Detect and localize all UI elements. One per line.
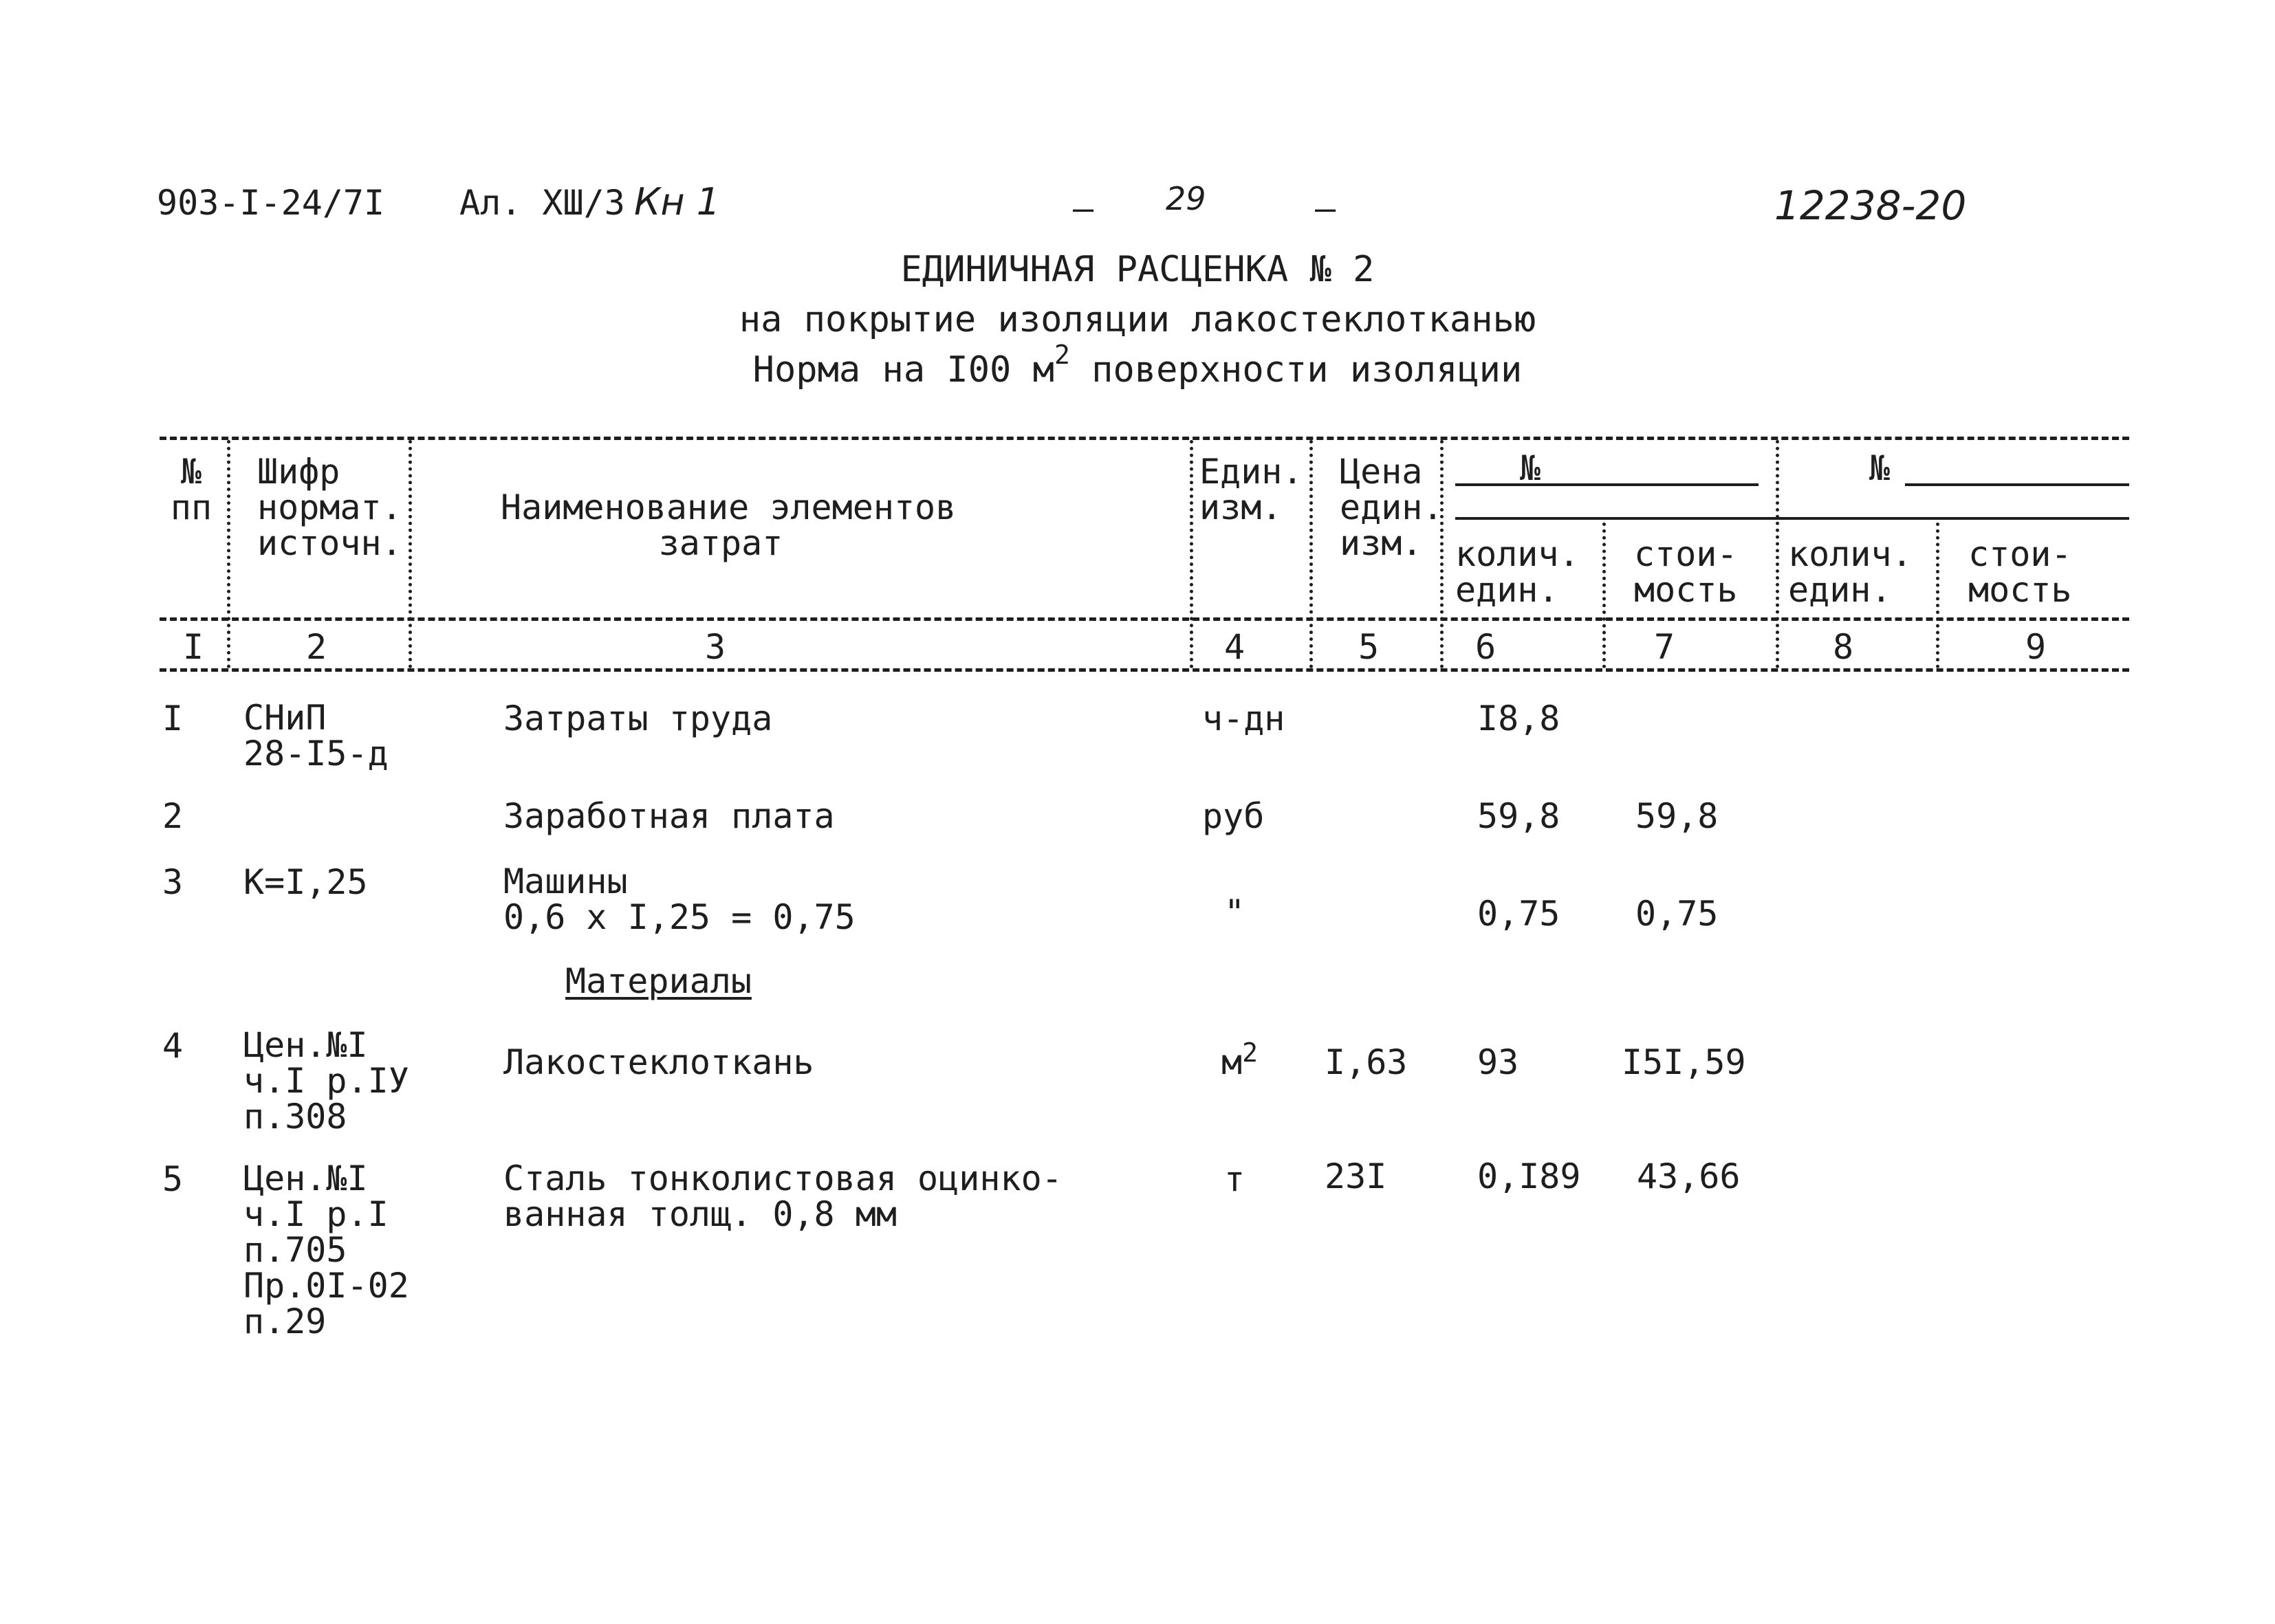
row-2-unit: руб xyxy=(1202,796,1265,836)
column-separator xyxy=(1602,523,1606,668)
album-number: Ал. ХШ/3 xyxy=(459,183,625,223)
row-4-number: 4 xyxy=(162,1026,184,1066)
row-4-code-line: Цен.№I xyxy=(243,1025,368,1065)
header-col-3 xyxy=(501,487,957,563)
page-dash-left: – xyxy=(1073,188,1094,228)
inventory-number: 12238-20 xyxy=(1774,182,1967,229)
row-1-name: Затраты труда xyxy=(503,699,773,738)
row-5-name xyxy=(503,1161,1063,1232)
header-col-9-line: мость xyxy=(1968,570,2072,610)
header-col-5 xyxy=(1340,454,1444,561)
document-subtitle: на покрытие изоляции лакостеклотканью xyxy=(739,299,1536,340)
group-split-rule xyxy=(1455,517,2129,520)
header-col-8-line: един. xyxy=(1788,570,1892,610)
header-col-9-line: стои- xyxy=(1968,534,2072,574)
page-number: 29 xyxy=(1166,180,1206,217)
row-2-name: Заработная плата xyxy=(503,796,835,836)
row-1-code-line: 28-I5-д xyxy=(243,734,389,773)
header-col-6 xyxy=(1455,536,1580,608)
column-separator xyxy=(1309,440,1313,668)
header-col-7-line: стои- xyxy=(1634,534,1738,574)
column-number: 5 xyxy=(1358,627,1380,667)
column-number: 6 xyxy=(1474,627,1496,667)
row-4-name: Лакостеклоткань xyxy=(503,1042,814,1082)
row-5-code-line: п.29 xyxy=(243,1302,327,1341)
header-col-1-line: пп xyxy=(170,487,213,527)
header-col-9 xyxy=(1968,536,2072,608)
header-col-6-line: колич. xyxy=(1455,534,1580,574)
row-3-name-line: Машины xyxy=(503,862,628,901)
row-4-code-line: п.308 xyxy=(243,1097,347,1137)
row-2-qty: 59,8 xyxy=(1477,796,1560,836)
row-4-price: I,63 xyxy=(1325,1042,1408,1082)
column-number: I xyxy=(182,627,204,667)
norm-line-rest: поверхности изоляции xyxy=(1069,349,1523,391)
column-number: 4 xyxy=(1223,627,1245,667)
header-col-2-line: источн. xyxy=(257,523,402,563)
row-4-unit-superscript: 2 xyxy=(1242,1038,1258,1068)
row-5-code-line: ч.I р.I xyxy=(243,1194,389,1234)
header-col-4-line: Един. xyxy=(1199,452,1303,492)
header-col-2 xyxy=(257,454,402,561)
page-dash-right: – xyxy=(1315,188,1336,228)
row-3-name xyxy=(503,864,856,935)
row-5-unit: т xyxy=(1224,1159,1245,1199)
header-col-7 xyxy=(1634,536,1738,608)
row-5-qty: 0,I89 xyxy=(1477,1156,1581,1196)
header-col-4 xyxy=(1199,454,1303,525)
row-4-code xyxy=(243,1025,409,1137)
row-5-price: 23I xyxy=(1325,1156,1387,1196)
column-number: 7 xyxy=(1653,627,1675,667)
row-4-qty: 93 xyxy=(1477,1042,1519,1082)
column-separator xyxy=(227,440,230,668)
header-col-3-line: Наименование элементов xyxy=(501,487,957,527)
row-1-code xyxy=(243,700,389,771)
header-col-8 xyxy=(1788,536,1913,608)
column-separator xyxy=(409,440,412,668)
table-top-rule xyxy=(160,437,2129,440)
row-3-unit-ditto: " xyxy=(1224,892,1245,932)
document-title: ЕДИНИЧНАЯ РАСЦЕНКА № 2 xyxy=(900,249,1375,290)
row-5-cost: 43,66 xyxy=(1637,1156,1741,1196)
column-number: 2 xyxy=(305,627,327,667)
materials-section-heading: Материалы xyxy=(565,961,752,1001)
row-3-qty: 0,75 xyxy=(1477,894,1560,934)
header-col-1-line: № xyxy=(180,452,202,492)
row-4-unit xyxy=(1221,1038,1258,1082)
norm-line-superscript: 2 xyxy=(1054,340,1070,370)
book-note-handwritten: Кн 1 xyxy=(634,180,721,223)
row-5-name-line: ванная толщ. 0,8 мм xyxy=(503,1194,897,1234)
group-b-number-sign: № xyxy=(1869,448,1891,488)
header-col-5-line: Цена xyxy=(1340,452,1423,492)
group-a-number-sign: № xyxy=(1520,448,1541,488)
row-2-cost: 59,8 xyxy=(1635,796,1719,836)
header-col-4-line: изм. xyxy=(1199,487,1283,527)
row-5-number: 5 xyxy=(162,1159,184,1199)
header-col-2-line: Шифр xyxy=(257,452,340,492)
header-col-6-line: един. xyxy=(1455,570,1559,610)
row-4-cost: I5I,59 xyxy=(1622,1042,1746,1082)
column-separator xyxy=(1776,440,1779,668)
row-4-code-line: ч.I р.IУ xyxy=(243,1061,409,1101)
header-col-7-line: мость xyxy=(1634,570,1738,610)
row-1-unit: ч-дн xyxy=(1202,699,1285,738)
row-5-code-line: Пр.0I-02 xyxy=(243,1266,409,1306)
group-a-blank-line xyxy=(1455,483,1759,486)
norm-line xyxy=(0,340,2275,391)
column-number: 3 xyxy=(704,627,726,667)
row-4-unit-text: м xyxy=(1221,1042,1243,1082)
row-5-code-line: п.705 xyxy=(243,1230,347,1270)
row-5-name-line: Сталь тонколистовая оцинко- xyxy=(503,1159,1063,1198)
row-3-number: 3 xyxy=(162,862,184,902)
row-2-number: 2 xyxy=(162,796,184,836)
row-5-code xyxy=(243,1161,409,1339)
header-bottom-rule xyxy=(160,617,2129,621)
column-number: 8 xyxy=(1832,627,1854,667)
row-3-name-line: 0,6 х I,25 = 0,75 xyxy=(503,897,856,937)
row-1-code-line: СНиП xyxy=(243,698,327,738)
header-col-5-line: един. xyxy=(1340,487,1444,527)
row-3-cost: 0,75 xyxy=(1635,894,1719,934)
header-col-1 xyxy=(162,454,220,525)
header-col-3-line: затрат xyxy=(658,523,783,563)
column-number: 9 xyxy=(2025,627,2047,667)
document-code: 903-I-24/7I xyxy=(157,183,385,223)
row-1-number: I xyxy=(162,699,184,738)
row-3-code: К=I,25 xyxy=(243,862,368,902)
header-col-2-line: нормат. xyxy=(257,487,402,527)
header-col-5-line: изм. xyxy=(1340,523,1423,563)
column-separator xyxy=(1936,523,1939,668)
row-1-qty: I8,8 xyxy=(1477,699,1560,738)
header-col-8-line: колич. xyxy=(1788,534,1913,574)
group-b-blank-line xyxy=(1905,483,2129,486)
column-numbers-rule xyxy=(160,668,2129,672)
row-5-code-line: Цен.№I xyxy=(243,1159,368,1198)
norm-line-text: Норма на I00 м xyxy=(752,349,1054,391)
